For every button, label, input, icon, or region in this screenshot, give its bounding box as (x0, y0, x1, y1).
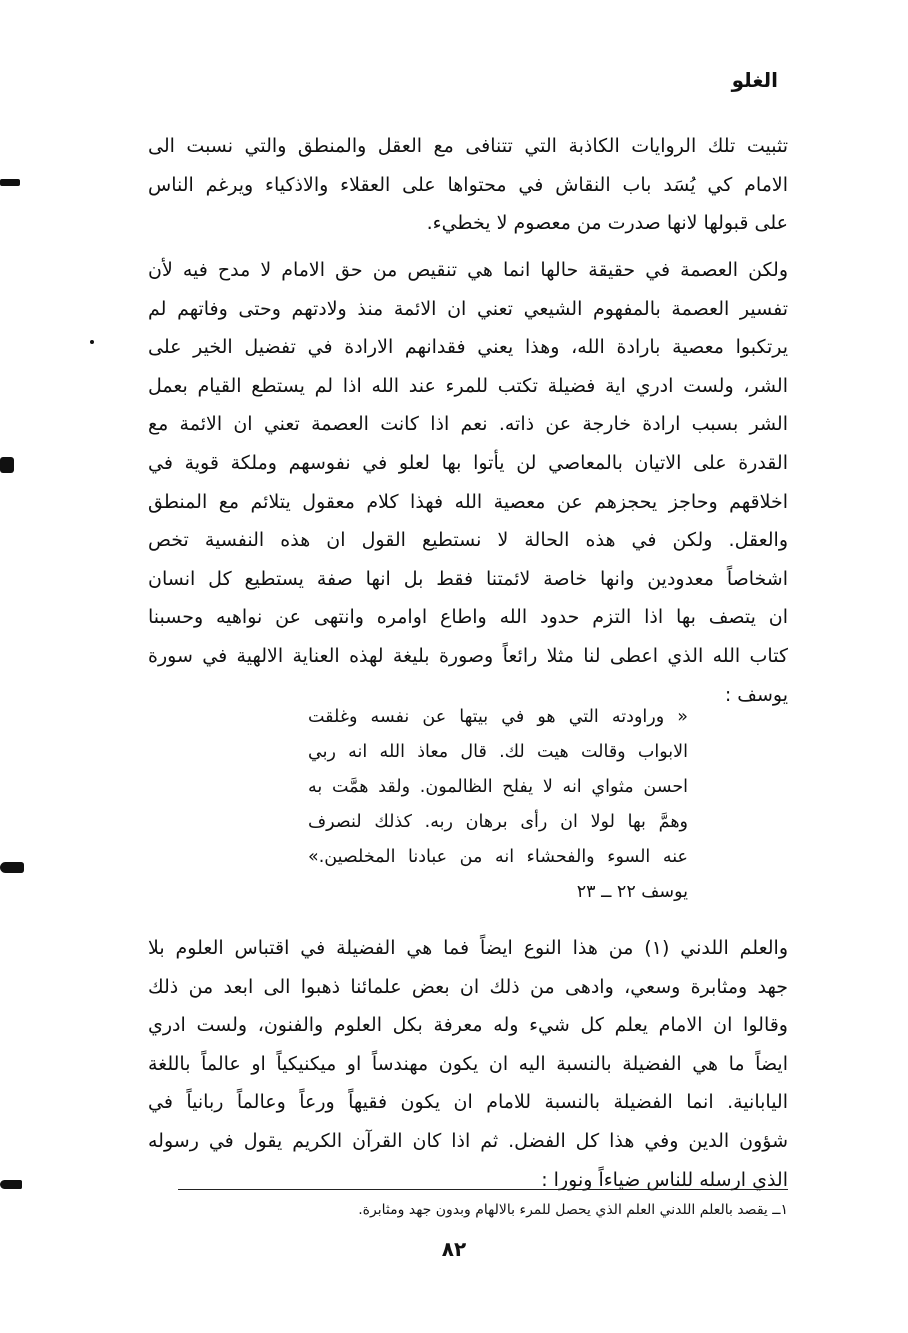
quote-line: الابواب وقالت هيت لك. قال معاذ الله انه ربي (308, 742, 688, 762)
text-line: ولكن العصمة في حقيقة حالها انما هي تنقيص من حق الامام لا مدح فيه لأن (148, 259, 788, 281)
text-line: الشر بسبب ارادة خارجة عن ذاته. نعم اذا كانت العصمة تعني ان الائمة مع (148, 413, 788, 436)
text-line: تفسير العصمة بالمفهوم الشيعي تعني ان الائمة منذ ولادتهم وحتى وفاتهم لم (148, 297, 788, 320)
text-line: الشر، ولست ادري اية فضيلة تكتب للمرء عند الله اذا لم يستطع القيام بعمل (148, 374, 788, 397)
text-line: كتاب الله الذي اعطى لنا مثلا رائعاً وصورة بليغة لهذه العناية الالهية في سورة (148, 644, 788, 667)
page-number: ٨٢ (441, 1237, 467, 1261)
text-line: شؤون الدين وفي هذا كل الفضل. ثم اذا كان القرآن الكريم يقول في رسوله (148, 1129, 788, 1152)
running-header: الغلو (731, 68, 778, 92)
footnote: ١ــ يقصد بالعلم اللدني العلم الذي يحصل للمرء بالالهام وبدون جهد ومثابرة. (358, 1202, 788, 1218)
text-line: وقالوا ان الامام يعلم كل شيء وله معرفة بكل العلوم والفنون، ولست ادري (148, 1014, 788, 1037)
text-line: ان يتصف بها اذا التزم حدود الله واطاع اوامره وانتهى عن نواهيه وحسبنا (148, 606, 788, 629)
quote-line: عنه السوء والفحشاء انه من عبادنا المخلصين.» (308, 847, 688, 867)
paragraph-2 (148, 251, 788, 714)
scan-speck (90, 340, 94, 344)
text-line: الذي ارسله للناس ضياءاً ونورا : (541, 1168, 788, 1191)
footnote-divider (178, 1189, 788, 1190)
text-line: اشخاصاً معدودين وانها خاصة لائمتنا فقط بل انها صفة يستطيع كل انسان (148, 567, 788, 590)
scan-artifact (0, 457, 14, 473)
quote-reference: يوسف ٢٢ ــ ٢٣ (576, 882, 688, 902)
quote-line: احسن مثواي انه لا يفلح الظالمون. ولقد همَّت به (308, 777, 688, 797)
text-line: اخلاقهم وحاجز يحجزهم عن معصية الله فهذا كلام معقول يتلائم مع المنطق (148, 490, 788, 513)
text-line: والعلم اللدني (١) من هذا النوع ايضاً فما هي الفضيلة في اقتباس العلوم بلا (148, 937, 788, 959)
paragraph-3 (148, 929, 788, 1199)
text-line: على قبولها لانها صدرت من معصوم لا يخطيء. (426, 212, 788, 235)
text-line: الامام كي يُسَد باب النقاش في محتواها على العقلاء والاذكياء ويرغم الناس (148, 173, 788, 196)
paragraph-1 (148, 127, 788, 243)
scan-artifact (0, 1180, 22, 1189)
quran-quote (308, 700, 688, 910)
text-line: تثبيت تلك الروايات الكاذبة التي تتنافى مع العقل والمنطق والتي نسبت الى (148, 135, 788, 157)
text-line: جهد ومثابرة وسعي، وادهى من ذلك ان بعض علمائنا ذهبوا الى ابعد من ذلك (148, 975, 788, 998)
text-line: اليابانية. انما الفضيلة بالنسبة للامام ان يكون فقيهاً ورعاً وعالماً ربانياً في (148, 1091, 788, 1114)
text-line: يوسف : (724, 683, 788, 706)
text-line: يرتكبوا معصية بارادة الله، وهذا يعني فقدانهم الارادة في تفضيل الخير على (148, 336, 788, 359)
scan-artifact (0, 179, 20, 186)
quote-line: وهمَّ بها لولا ان رأى برهان ربه. كذلك لنصرف (308, 812, 688, 832)
text-line: ايضاً ما هي الفضيلة بالنسبة اليه ان يكون مهندساً او ميكنيكياً او عالماً باللغة (148, 1052, 788, 1075)
quote-line: « وراودته التي هو في بيتها عن نفسه وغلقت (308, 707, 688, 727)
text-line: القدرة على الاتيان بالمعاصي لن يأتوا بها لعلو في نفوسهم وملكة قوية في (148, 451, 788, 474)
text-line: والعقل. ولكن في هذه الحالة لا نستطيع القول ان هذه النفسية تخص (148, 529, 788, 552)
scan-artifact (0, 862, 24, 873)
